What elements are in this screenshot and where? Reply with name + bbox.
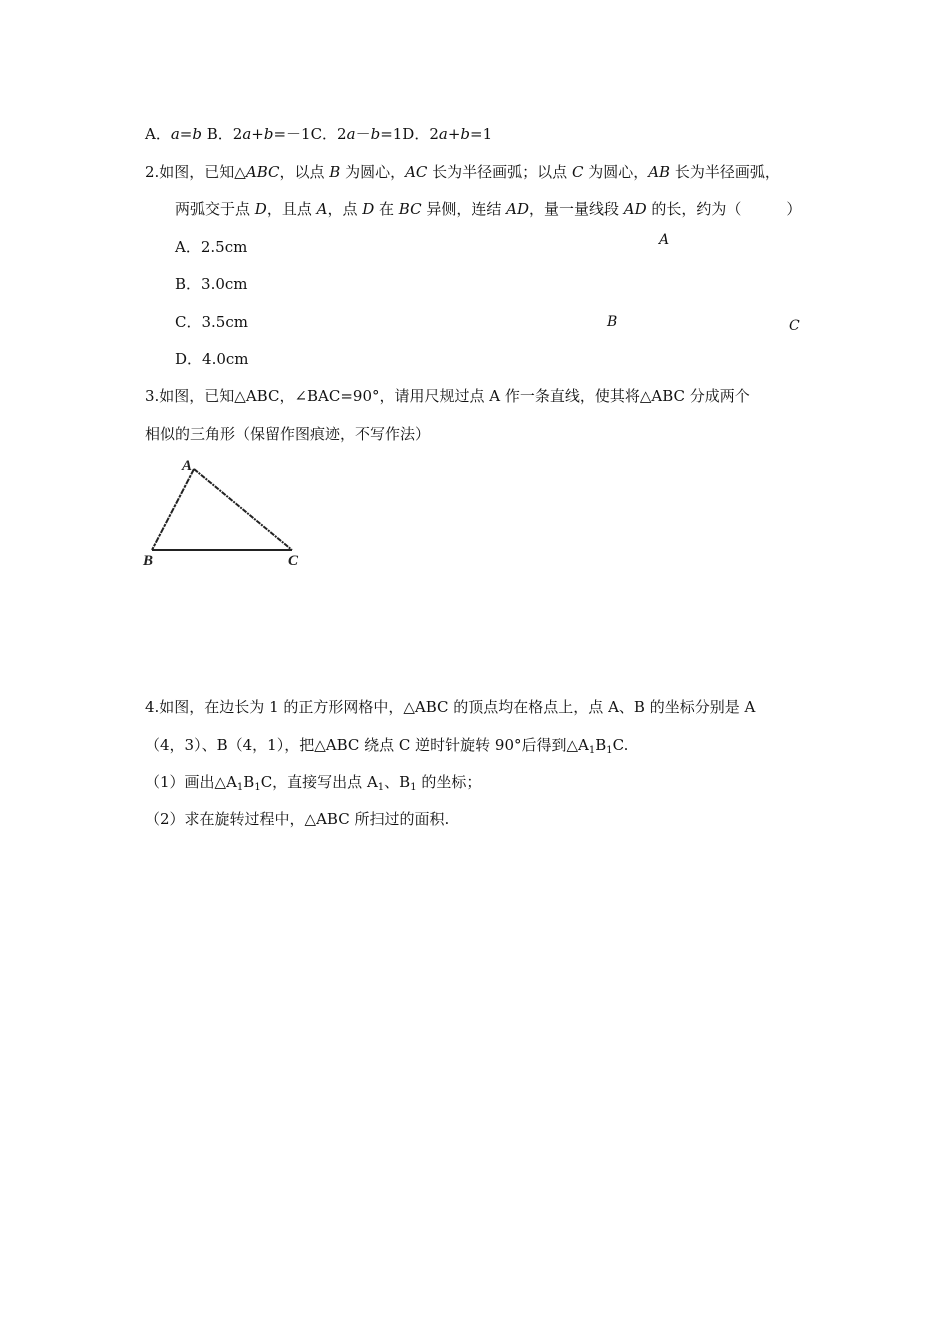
q2-figure-label-a: A (659, 232, 670, 248)
q4-stem-line-2: （4，3）、B（4，1），把△ABC 绕点 C 逆时针旋转 90°后得到$\triangle A_1B_1C$. (145, 736, 629, 756)
q3-figure-label-a: A (182, 458, 193, 474)
q2-option-d: D．4.0cm (175, 350, 249, 368)
q3-stem-line-2: 相似的三角形（保留作图痕迹，不写作法） (145, 425, 431, 443)
q3-figure-label-c: C (288, 553, 299, 569)
q4-part-2: （2）求在旋转过程中，△ABC 所扫过的面积. (145, 810, 450, 828)
q4-stem-line-1: 4.如图，在边长为 1 的正方形网格中，△ABC 的顶点均在格点上，点 A、B 的坐标分别是 A (145, 698, 756, 716)
q4-part-1: （1）画出$\triangle A_1B_1C$，直接写出点 $A_1$、$B_1$ 的坐标； (145, 773, 482, 793)
q2-option-c: C．3.5cm (175, 313, 248, 331)
q3-stem-line-1: 3.如图，已知△ABC，∠BAC=90°，请用尺规过点 A 作一条直线，使其将△ABC 分成两个 (145, 387, 750, 405)
q2-stem-line-2: 两弧交于点 D，且点 A，点 D 在 BC 异侧，连结 AD，量一量线段 AD 的长，约为（ ） (175, 200, 802, 218)
q3-triangle (152, 469, 292, 550)
q2-option-a: A．2.5cm (175, 238, 248, 256)
q2-figure-label-c: C (789, 318, 800, 334)
q2-stem-line-1: 2.如图，已知△ABC，以点 B 为圆心，AC 长为半径画弧；以点 C 为圆心，AB 长为半径画弧， (145, 163, 780, 181)
q3-triangle-figure (140, 455, 310, 573)
q3-figure-label-b: B (143, 553, 154, 569)
q2-option-b: B．3.0cm (175, 275, 248, 293)
q2-figure-label-b: B (607, 314, 618, 330)
q1-options-line: A．a=b B．2a+b=－1C．2a－b=1D．2a+b=1 (145, 125, 493, 143)
